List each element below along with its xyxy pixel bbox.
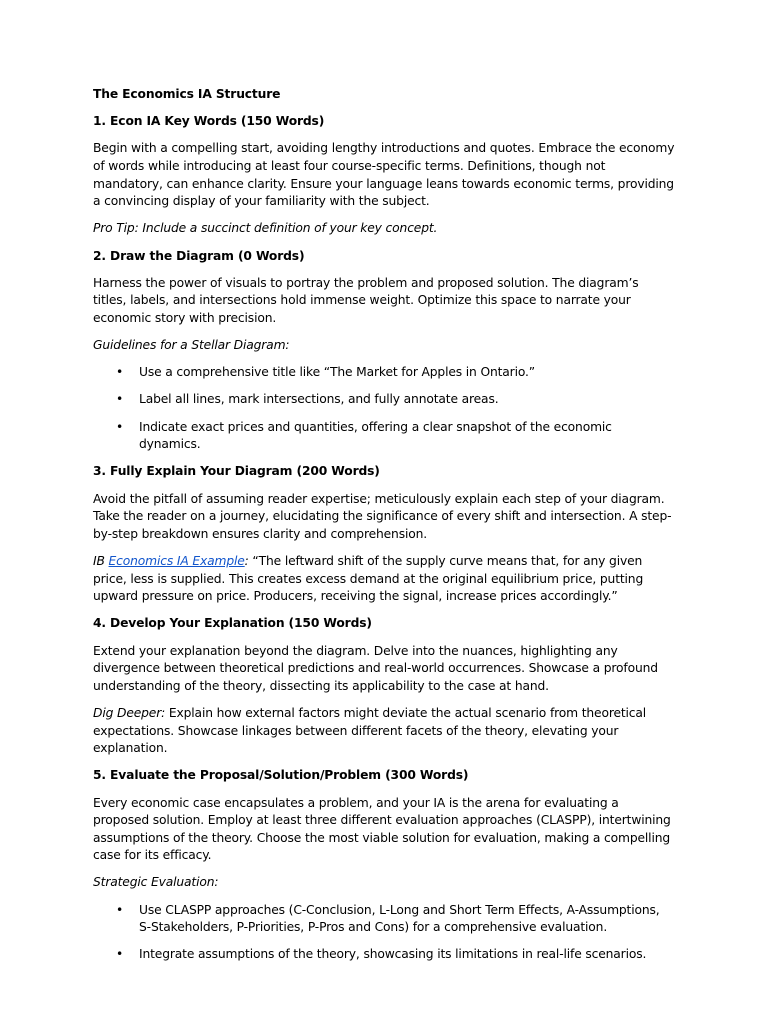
- section-2-bullet-list: [93, 364, 675, 454]
- list-item-text: Indicate exact prices and quantities, offering a clear snapshot of the economic dynamics.: [139, 419, 612, 452]
- section-2-subheading: Guidelines for a Stellar Diagram:: [93, 338, 290, 353]
- list-item-text: Label all lines, mark intersections, and fully annotate areas.: [139, 392, 499, 407]
- section-3-body: Avoid the pitfall of assuming reader expertise; meticulously explain each step of your diagram. Take the reader on a journey, elucidating the significance of every shift and intersection. A step-by-step breakdown ensures clarity and comprehension.: [93, 491, 672, 541]
- section-2-body: Harness the power of visuals to portray the problem and proposed solution. The diagram’s titles, labels, and intersections hold immense weight. Optimize this space to narrate your economic story with precision.: [93, 275, 639, 325]
- bullet-icon: •: [116, 392, 124, 407]
- list-item-text: Use CLASPP approaches (C-Conclusion, L-Long and Short Term Effects, A-Assumptions, S-Stakeholders, P-Priorities, P-Pros and Cons) for a comprehensive evaluation.: [139, 902, 660, 935]
- section-3-example: [93, 553, 675, 606]
- section-5-bullet-list: [93, 902, 675, 964]
- example-prefix: IB: [93, 554, 109, 568]
- example-colon: :: [244, 554, 249, 568]
- economics-ia-example-link[interactable]: Economics IA Example: [108, 554, 245, 568]
- dig-deeper-label: Dig Deeper:: [93, 705, 166, 720]
- section-5-subheading: Strategic Evaluation:: [93, 875, 219, 890]
- list-item: [93, 364, 675, 382]
- section-4-heading: 4. Develop Your Explanation (150 Words): [93, 616, 372, 631]
- section-4-dig-deeper: [93, 705, 675, 758]
- bullet-icon: •: [116, 902, 124, 917]
- list-item-text: Integrate assumptions of the theory, showcasing its limitations in real-life scenarios.: [139, 947, 647, 962]
- section-4-body: Extend your explanation beyond the diagram. Delve into the nuances, highlighting any divergence between theoretical predictions and real-world occurrences. Showcase a profound understanding of the theory, dissecting its applicability to the case at hand.: [93, 643, 658, 693]
- section-1-body: Begin with a compelling start, avoiding lengthy introductions and quotes. Embrace the economy of words while introducing at least four course-specific terms. Definitions, though not mandatory, can enhance clarity. Ensure your language leans towards economic terms, providing a convincing display of your familiarity with the subject.: [93, 141, 675, 209]
- list-item-text: Use a comprehensive title like “The Market for Apples in Ontario.”: [139, 365, 535, 380]
- dig-deeper-text: Explain how external factors might deviate the actual scenario from theoretical expectations. Showcase linkages between different facets of the theory, elevating your explanation.: [93, 705, 647, 756]
- section-1-heading: 1. Econ IA Key Words (150 Words): [93, 114, 325, 129]
- section-1-pro-tip: Pro Tip: Include a succinct definition of your key concept.: [93, 221, 438, 236]
- list-item: [93, 419, 675, 454]
- bullet-icon: •: [116, 419, 124, 434]
- section-5-heading: 5. Evaluate the Proposal/Solution/Problem (300 Words): [93, 768, 469, 783]
- bullet-icon: •: [116, 947, 124, 962]
- example-quote: “The leftward shift of the supply curve means that, for any given price, less is supplied. This creates excess demand at the original equilibrium price, putting upward pressure on price. Producers, receiving the signal, increase prices accordingly.”: [93, 554, 644, 604]
- section-2-heading: 2. Draw the Diagram (0 Words): [93, 248, 305, 263]
- list-item: [93, 391, 675, 409]
- list-item: [93, 902, 675, 937]
- section-5-body: Every economic case encapsulates a problem, and your IA is the arena for evaluating a proposed solution. Employ at least three different evaluation approaches (CLASPP), intertwining assumptions of the theory. Choose the most viable solution for evaluation, making a compelling case for its efficacy.: [93, 795, 671, 863]
- list-item: [93, 946, 675, 964]
- document-title: The Economics IA Structure: [93, 87, 281, 101]
- section-3-heading: 3. Fully Explain Your Diagram (200 Words): [93, 464, 380, 479]
- bullet-icon: •: [116, 365, 124, 380]
